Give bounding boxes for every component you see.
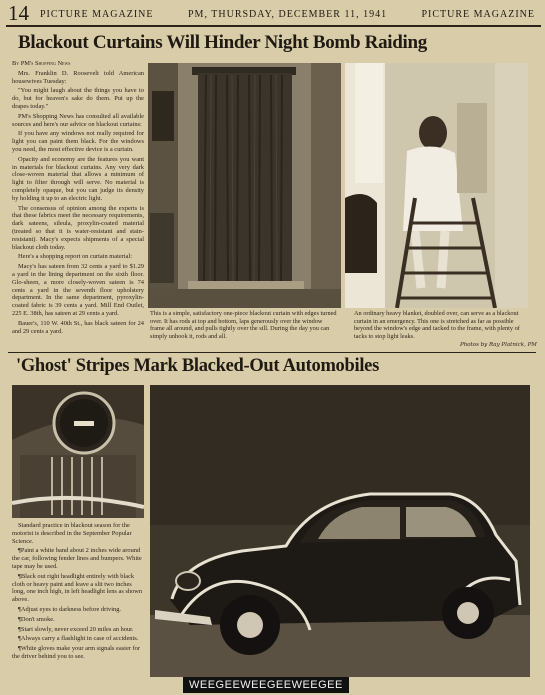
- article2-tip: ¶White gloves make your arm signals easier for the driver behind you to see.: [12, 645, 140, 660]
- weegee-watermark: WEEGEEWEEGEEWEEGEE: [183, 677, 349, 693]
- article2-body: [12, 522, 144, 682]
- article2-tip: ¶Always carry a flashlight in case of accidents.: [18, 635, 139, 643]
- photo-credit: Photos by Ray Platnick, PM: [460, 342, 537, 348]
- curtain-photo-art: [148, 63, 341, 308]
- page-number: 14: [8, 1, 29, 25]
- headlight-photo: [12, 385, 144, 518]
- folio-left-label: PICTURE MAGAZINE: [40, 9, 154, 20]
- curtain-caption: This is a simple, satisfactory one-piece blackout curtain with edges turned over. It has rods at top and bottom, laps generously over the window frame all around, and pulls tightly over the sill. During the day you can simply unhook it, rods and all.: [150, 310, 337, 340]
- article2-tip: ¶Adjust eyes to darkness before driving.: [18, 605, 121, 613]
- curtain-photo: [148, 63, 341, 308]
- article1-paragraph: Mrs. Franklin D. Roosevelt told American housewives Tuesday:: [12, 69, 144, 85]
- article1-paragraph: If you have any windows not really required for light you can paint them black. For the windows you need, the most effective device is a curtain.: [12, 130, 144, 153]
- page-folio: [6, 3, 541, 27]
- article1-paragraph: Bauer's, 110 W. 40th St., has black sateen for 24 and 29 cents a yard.: [12, 319, 144, 335]
- section-divider: [8, 352, 536, 353]
- car-photo: [150, 385, 530, 677]
- article1-paragraph: The consensus of opinion among the experts is that these fabrics meet the necessary requirements, dark sateens, sileula, proxylin-coated material (treated so that it is water-resistant and stain-resistant). Macy's expects shipments of a special blackout cloth today.: [12, 204, 144, 251]
- blanket-photo: [345, 63, 528, 308]
- blanket-photo-art: [345, 63, 528, 308]
- article2-tip: ¶Paint a white band about 2 inches wide around the car, following fender lines and bumpers. White tape may be used.: [12, 547, 142, 570]
- headlight-photo-art: [12, 385, 144, 518]
- article1-paragraph: Opacity and economy are the features you want in materials for blackout curtains. Any very dark close-woven material that allows a minimum of light to filter through will serve. No material is completely opaque, but you can judge its density by holding it up to an electric light.: [12, 155, 144, 202]
- article2-tip: ¶Don't smoke.: [18, 615, 55, 623]
- folio-date-line: PM, THURSDAY, DECEMBER 11, 1941: [188, 9, 388, 20]
- folio-right-label: PICTURE MAGAZINE: [421, 9, 535, 20]
- article2-intro: Standard practice in blackout season for the motorist is described in the September Popular Science.: [12, 522, 132, 545]
- article1-headline: Blackout Curtains Will Hinder Night Bomb Raiding: [18, 32, 427, 53]
- car-photo-art: [150, 385, 530, 677]
- article1-paragraph: Macy's has sateen from 32 cents a yard to $1.29 a yard in the lining department on the sixth floor. Glo-sheen, a more closely-woven sateen is 74 cents a yard in the seventh floor upholstery department. In the same department, pyroxylin-coated fabric is 39 cents a yard. Mill End Outlet, 225 E. 38th, has sateen at 29 cents a yard.: [12, 263, 144, 317]
- article1-paragraph: "You might laugh about the things you have to do, but for heaven's sake do them. Put up the drapes today.": [12, 87, 144, 110]
- article1-paragraph: Here's a shopping report on curtain material:: [18, 253, 133, 261]
- article2-headline: 'Ghost' Stripes Mark Blacked-Out Automobiles: [16, 356, 379, 376]
- article2-tip: ¶Black out right headlight entirely with black cloth or heavy paint and leave a slit two inches long, one inch high, in left headlight lens as shown above.: [12, 572, 143, 604]
- blanket-caption: An ordinary heavy blanket, doubled over, can serve as a blackout curtain in an emergency. This one is stretched as far as possible beyond the window's edge and tacked to the frame, with plenty of tacks to stop light leaks.: [354, 310, 520, 340]
- article1-body: [12, 60, 144, 356]
- article1-byline: By PM's Shopping News: [12, 60, 71, 67]
- article1-paragraph: PM's Shopping News has consulted all available sources and here's our advice on blackout curtains:: [12, 112, 144, 128]
- article2-tip: ¶Start slowly, never exceed 20 miles an hour.: [18, 625, 134, 633]
